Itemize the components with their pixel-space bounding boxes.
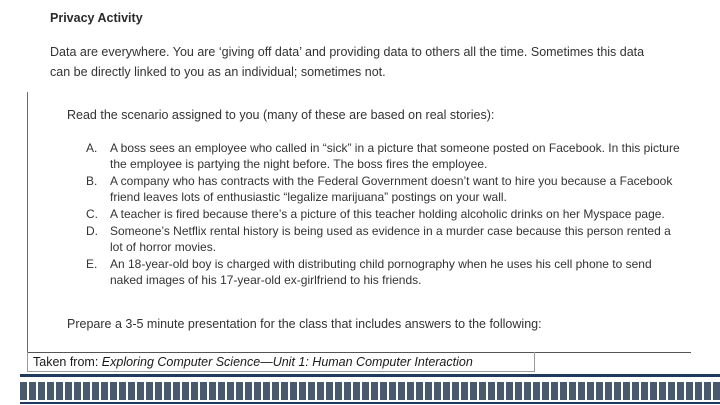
intro-paragraph [50, 42, 660, 82]
scenario-item-d [86, 223, 686, 255]
scenario-text: A boss sees an employee who called in “sick” in a picture that someone posted on Facebook. In this picture the employee is partying the night before. The boss fires the employee. [110, 141, 680, 171]
intro-line-2: can be directly linked to you as an individual; sometimes not. [50, 65, 386, 79]
footer-block-pattern [20, 382, 720, 400]
footer-top-line [20, 374, 720, 377]
intro-line-1: Data are everywhere. You are ‘giving off data’ and providing data to others all the time. Sometimes this data [50, 45, 645, 59]
scenario-item-a [86, 140, 686, 172]
scenario-letter: A. [86, 141, 98, 155]
scenario-text: A company who has contracts with the Federal Government doesn’t want to hire you because a Facebook friend leaves lots of enthusiastic “legalize marijuana” postings on your wall. [110, 174, 673, 204]
scenario-letter: C. [86, 207, 98, 221]
footer-decorative-bar [0, 374, 720, 405]
scenario-text: Someone’s Netflix rental history is being used as evidence in a murder case because this person rented a lot of horror movies. [110, 224, 671, 254]
scenario-letter: D. [86, 224, 98, 238]
caption-source-title: Exploring Computer Science—Unit 1: Human Computer Interaction [101, 355, 473, 369]
presentation-instructions: Prepare a 3-5 minute presentation for the class that includes answers to the following: [67, 317, 542, 331]
scenario-letter: E. [86, 257, 98, 271]
scenario-text: A teacher is fired because there’s a picture of this teacher holding alcoholic drinks on her Myspace page. [110, 207, 665, 221]
footer-bottom-line [20, 402, 720, 404]
scenario-item-c [86, 206, 686, 222]
scenario-text: An 18-year-old boy is charged with distributing child pornography when he uses his cell phone to send naked images of his 17-year-old ex-girlfriend to his friends. [110, 257, 652, 287]
scenario-item-e [86, 256, 686, 288]
source-caption [27, 352, 535, 372]
scenario-list [86, 140, 686, 289]
scenario-letter: B. [86, 174, 98, 188]
left-border-rule [27, 92, 28, 354]
scenario-instructions: Read the scenario assigned to you (many of these are based on real stories): [67, 108, 495, 122]
scenario-item-b [86, 173, 686, 205]
caption-prefix: Taken from: [33, 355, 102, 369]
document-title: Privacy Activity [50, 11, 143, 25]
